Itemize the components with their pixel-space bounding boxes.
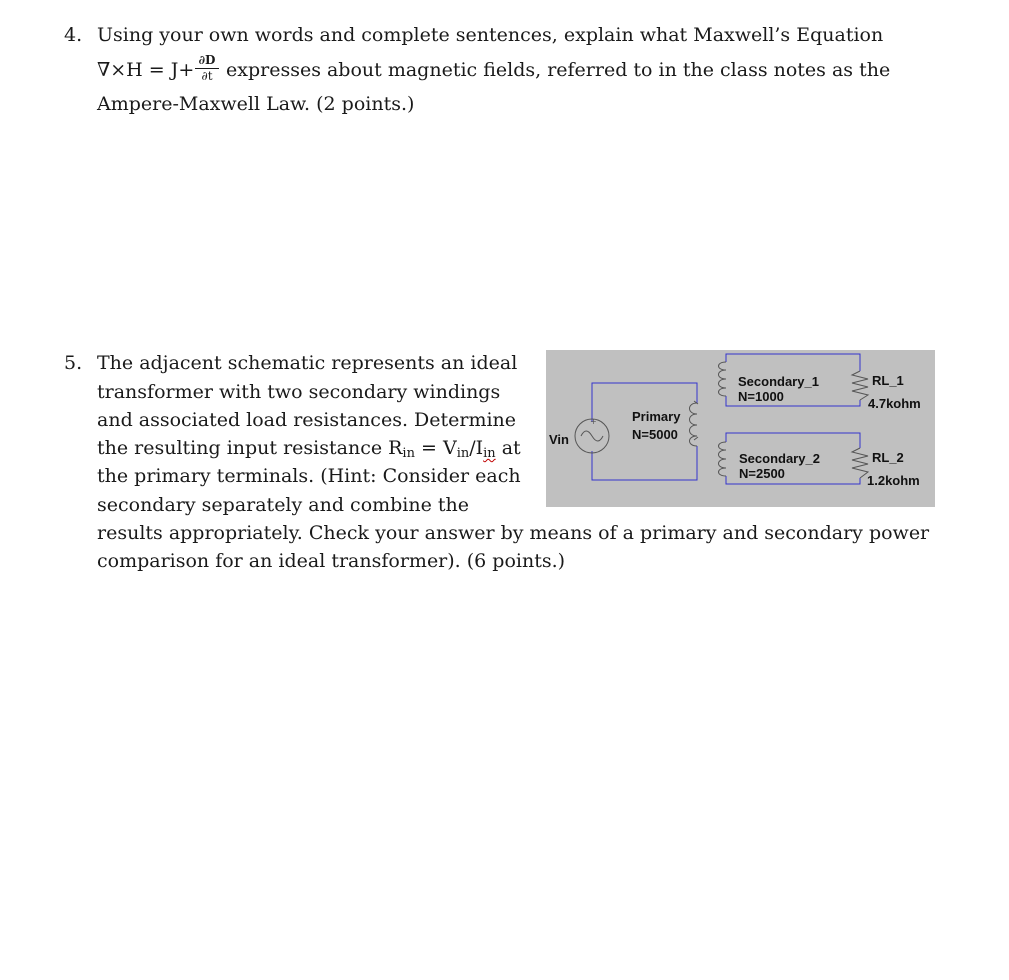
question-5-line-2: transformer with two secondary windings xyxy=(97,381,501,403)
rl1-label: RL_1 xyxy=(872,373,904,388)
question-5-line-3: and associated load resistances. Determine xyxy=(97,409,517,431)
primary-label: Primary xyxy=(632,409,681,424)
question-5-line-7: results appropriately. Check your answer by means of a primary and secondary power xyxy=(97,522,930,544)
secondary-1-turns: N=1000 xyxy=(738,389,784,404)
primary-turns: N=5000 xyxy=(632,427,678,442)
rl2-label: RL_2 xyxy=(872,450,904,465)
rl2-value: 1.2kohm xyxy=(867,473,920,488)
iin-subscript: in xyxy=(483,446,496,461)
maxwell-equation-lhs: ∇×H = J+ xyxy=(97,59,195,81)
rin-text: the resulting input resistance R xyxy=(97,437,403,459)
rl1-value: 4.7kohm xyxy=(868,396,921,411)
question-5-line-8: comparison for an ideal transformer). (6 points.) xyxy=(97,550,566,572)
question-5-line-1: The adjacent schematic represents an ideal xyxy=(97,352,518,374)
question-5-line-6: secondary separately and combine the xyxy=(97,494,470,516)
maxwell-equation-fraction xyxy=(195,53,219,83)
question-5-line-5: the primary terminals. (Hint: Consider each xyxy=(97,465,521,487)
iin-text: /I xyxy=(469,437,484,459)
secondary-1-label: Secondary_1 xyxy=(738,374,819,389)
question-4-line-1: Using your own words and complete sentences, explain what Maxwell’s Equation xyxy=(97,24,884,46)
transformer-schematic xyxy=(546,350,935,507)
question-5-line-4 xyxy=(97,437,521,461)
question-4-line-2: expresses about magnetic fields, referred to in the class notes as the xyxy=(226,59,891,81)
fraction-numerator: ∂D xyxy=(195,53,219,69)
vin-text: = V xyxy=(414,437,457,459)
question-4-line-3: Ampere-Maxwell Law. (2 points.) xyxy=(97,93,415,115)
svg-text:+: + xyxy=(590,417,597,426)
secondary-2-label: Secondary_2 xyxy=(739,451,820,466)
vin-label: Vin xyxy=(549,432,569,447)
line-4-end: at xyxy=(495,437,521,459)
rin-subscript: in xyxy=(402,446,415,461)
question-4-number: 4. xyxy=(64,24,83,46)
secondary-2-turns: N=2500 xyxy=(739,466,785,481)
fraction-denominator: ∂t xyxy=(201,69,213,83)
question-5-number: 5. xyxy=(64,352,83,374)
vin-subscript: in xyxy=(456,446,470,461)
